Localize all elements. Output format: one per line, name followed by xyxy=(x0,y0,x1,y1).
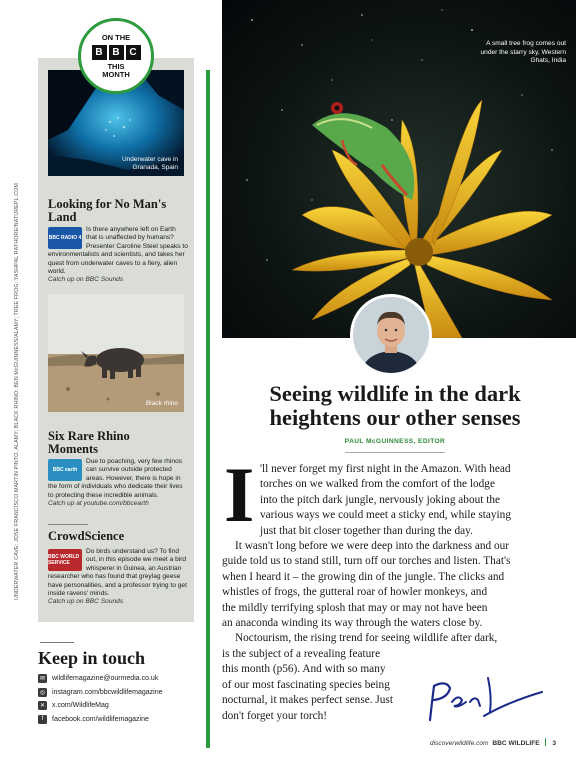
article-line: 'll never forget my first night in the Amazon. With head xyxy=(260,463,511,475)
divider xyxy=(48,524,88,525)
item2-catchup-link[interactable]: Catch up at youtube.com/bbcearth xyxy=(48,500,149,508)
badge-line1: ON THE xyxy=(101,32,131,42)
contact-text: facebook.com/wildlifemagazine xyxy=(52,715,149,723)
item1-text: Is there anywhere left on Earth that is unaffected by humans? Presenter Caroline Steel speaks to environmentalists and scientists, and takes her quest from underwater caves to a fiery, alien world. xyxy=(48,226,188,276)
article-line: don't forget your torch! xyxy=(222,709,328,722)
article-line: torches on we walked from the comfort of the lodge xyxy=(260,478,495,491)
email-icon: ✉ xyxy=(39,676,46,683)
footer-site: discoverwildlife.com xyxy=(429,740,489,747)
item1-title: Looking for No Man's Land xyxy=(48,197,167,224)
article-line: nocturnal, it makes perfect sense. Just xyxy=(222,694,393,707)
item2-title: Six Rare Rhino Moments xyxy=(48,429,130,456)
contact-facebook[interactable] xyxy=(38,713,208,727)
on-the-bbc-sidebar xyxy=(38,58,194,622)
facebook-icon: f xyxy=(38,715,47,724)
article-line: an anaconda winding its way through the waters close by. xyxy=(222,617,483,630)
item3-title: CrowdScience xyxy=(48,529,125,543)
cave-caption: Underwater cave in Granada, Spain xyxy=(122,156,178,171)
item2-text: Due to poaching, very few rhinos can survive outside protected areas. However, there is hope in the form of individuals who dedicate their lives to protecting these incredible animals. xyxy=(48,458,183,499)
instagram-icon: ◎ xyxy=(39,689,46,696)
bbc-earth-logo: BBC earth xyxy=(48,459,82,481)
editor-portrait xyxy=(350,294,432,376)
item2-body xyxy=(48,458,188,508)
accent-rule xyxy=(206,70,210,748)
footer-separator xyxy=(545,738,546,746)
x-icon: ✕ xyxy=(39,703,46,710)
bbc-letter: B xyxy=(109,45,124,60)
article-line: just that bit closer together than during the day. xyxy=(260,524,473,537)
article-line: when I heard it – the growing din of the jungle. The clicks and xyxy=(222,570,505,583)
headline: Seeing wildlife in the dark heightens our other senses xyxy=(269,381,521,430)
contact-instagram[interactable] xyxy=(38,686,208,700)
badge-line3: THIS MONTH xyxy=(102,61,130,79)
article-line: into the pitch dark jungle, nervously joking about the xyxy=(260,493,501,506)
drop-cap: I xyxy=(224,451,255,538)
footer-magazine: BBC WILDLIFE xyxy=(492,740,540,747)
item1-body xyxy=(48,226,188,285)
bbc-world-service-logo: BBC WORLD SERVICE xyxy=(48,549,82,571)
black-rhino-photo xyxy=(48,294,184,412)
article-line: It wasn't long before we were deep into the darkness and our xyxy=(235,540,510,553)
article-line: various ways we could meet a sticky end, while staying xyxy=(260,509,511,522)
photo-credits: UNDERWATER CAVE: JOSE FRANCISCO MARTIN PINTO, ALAMY; BLACK RHINO: BEN McGUINNESS/ALAMY; TREE FROG: YASHPAL RATHORE/NATUREPL.COM xyxy=(14,182,20,600)
bbc-letter: C xyxy=(126,45,141,60)
on-the-bbc-badge xyxy=(78,18,154,94)
contact-text: x.com/WildlifeMag xyxy=(52,702,109,710)
article-line: Noctourism, the rising trend for seeing wildlife after dark, xyxy=(235,632,498,645)
tree-frog-photo xyxy=(222,0,576,338)
item3-catchup-link[interactable]: Catch up on BBC Sounds xyxy=(48,598,124,606)
contact-list xyxy=(38,672,208,726)
item3-text: Do birds understand us? To find out, in this episode we meet a bird whisperer in Guinea, an Austrian researcher who has found that greylag geese have personalities, and a professor trying to get inside ravens' minds. xyxy=(48,548,187,598)
page-number: 3 xyxy=(552,740,556,747)
article-line: of our most fascinating species being xyxy=(222,678,390,691)
rhino-caption: Black rhino xyxy=(145,400,178,407)
article-line: the mildly terrifying splosh that may or may not have been xyxy=(222,601,488,614)
article-line: whistles of frogs, the gutteral roar of howler monkeys, and xyxy=(222,586,488,599)
article-line: guide told us to stand still, turn off our torches and listen. That's xyxy=(222,555,511,568)
article-line: is the subject of a revealing feature xyxy=(222,647,381,660)
bbc-radio4-logo: BBC RADIO 4 xyxy=(48,227,82,249)
contact-text: instagram.com/bbcwildlifemagazine xyxy=(52,688,163,696)
bbc-letter: B xyxy=(92,45,107,60)
bbc-logo xyxy=(92,45,141,60)
article-line: this month (p56). And with so many xyxy=(222,663,386,676)
byline: PAUL McGUINNESS, EDITOR xyxy=(344,438,446,445)
item3-body xyxy=(48,548,188,607)
hero-caption: A small tree frog comes out under the starry sky, Western Ghats, India xyxy=(480,40,566,64)
contact-text: wildlifemagazine@ourmedia.co.uk xyxy=(52,675,159,683)
editor-signature xyxy=(418,672,546,728)
page-footer xyxy=(430,738,556,747)
contact-x[interactable] xyxy=(38,699,208,713)
divider xyxy=(40,642,74,643)
contact-email[interactable] xyxy=(38,672,208,686)
item1-catchup-link[interactable]: Catch up on BBC Sounds xyxy=(48,276,124,284)
keep-in-touch-title: Keep in touch xyxy=(38,648,146,668)
divider xyxy=(345,452,445,453)
